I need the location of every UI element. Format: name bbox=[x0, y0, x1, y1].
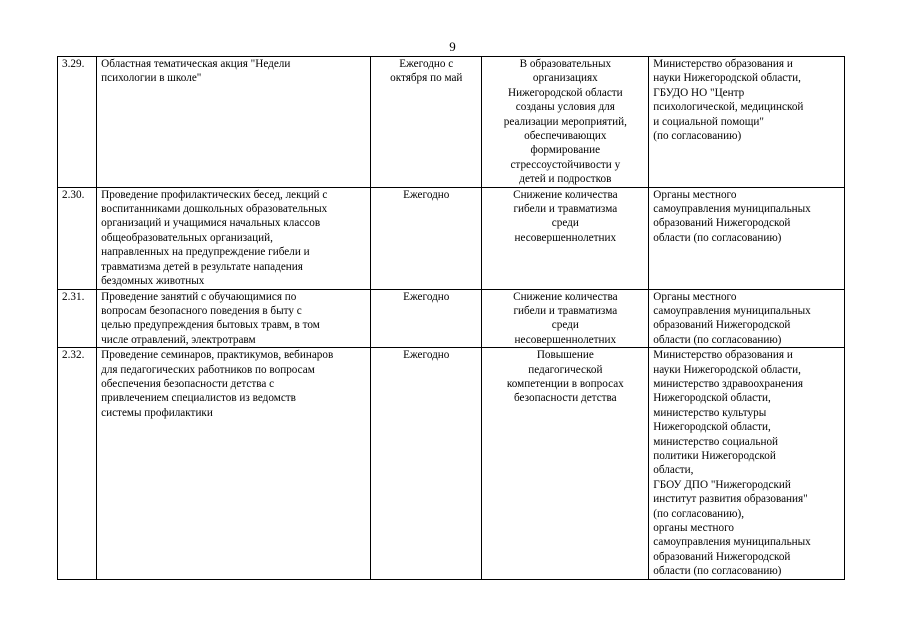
result-text: В образовательных bbox=[519, 58, 612, 70]
responsible-text: самоуправления муниципальных bbox=[653, 304, 811, 317]
responsible-text: Органы местного bbox=[653, 188, 737, 201]
responsible-cell bbox=[649, 57, 845, 188]
event-text: числе отравлений, электротравм bbox=[101, 333, 256, 346]
table-row bbox=[58, 348, 845, 580]
result-cell bbox=[482, 289, 649, 348]
event-cell bbox=[97, 57, 371, 188]
event-text: Проведение занятий с обучающимися по bbox=[101, 290, 297, 303]
result-text: формирование bbox=[530, 144, 601, 157]
event-cell bbox=[97, 289, 371, 348]
responsible-text: самоуправления муниципальных bbox=[653, 203, 811, 216]
page-number: 9 bbox=[449, 39, 456, 54]
responsible-text: министерство социальной bbox=[653, 435, 779, 448]
term-text: Ежегодно bbox=[403, 349, 450, 362]
table-row bbox=[58, 57, 845, 188]
event-text: привлечением специалистов из ведомств bbox=[101, 392, 296, 405]
result-text: Повышение bbox=[536, 349, 594, 362]
event-text: вопросам безопасного поведения в быту с bbox=[101, 304, 302, 317]
responsible-text: самоуправления муниципальных bbox=[653, 536, 811, 549]
result-text: Нижегородской области bbox=[507, 86, 623, 99]
event-cell bbox=[97, 187, 371, 289]
responsible-text: образований Нижегородской bbox=[653, 550, 791, 563]
term-cell bbox=[371, 348, 482, 580]
event-text: обеспечения безопасности детства с bbox=[101, 377, 275, 390]
term-text: Ежегодно bbox=[403, 290, 450, 303]
responsible-text: образований Нижегородской bbox=[653, 319, 791, 332]
responsible-cell bbox=[649, 289, 845, 348]
event-text: для педагогических работников по вопросам bbox=[101, 363, 315, 376]
event-cell bbox=[97, 348, 371, 580]
result-text: компетенции в вопросах bbox=[506, 377, 624, 390]
responsible-text: Министерство образования и bbox=[653, 58, 793, 70]
event-text: бездомных животных bbox=[101, 275, 205, 288]
result-text: Снижение количества bbox=[513, 188, 618, 201]
term-cell bbox=[371, 289, 482, 348]
event-text: общеобразовательных организаций, bbox=[101, 231, 273, 244]
row-number-text: 2.32. bbox=[62, 349, 85, 362]
event-text: Областная тематическая акция "Недели bbox=[101, 58, 291, 70]
result-text: педагогической bbox=[528, 363, 603, 376]
responsible-cell bbox=[649, 187, 845, 289]
event-text: Проведение профилактических бесед, лекций с bbox=[101, 188, 328, 201]
result-text: организациях bbox=[532, 72, 598, 85]
result-text: среди bbox=[551, 217, 579, 230]
events-table bbox=[57, 56, 845, 580]
event-text: организаций и учащимися начальных классов bbox=[101, 217, 321, 230]
row-number-cell bbox=[58, 57, 97, 188]
result-text: гибели и травматизма bbox=[513, 304, 618, 317]
responsible-text: области (по согласованию) bbox=[653, 565, 782, 578]
responsible-text: политики Нижегородской bbox=[653, 449, 776, 462]
responsible-text: (по согласованию) bbox=[653, 130, 742, 143]
responsible-text: психологической, медицинской bbox=[653, 101, 804, 114]
result-text: среди bbox=[551, 319, 579, 332]
table-row bbox=[58, 187, 845, 289]
responsible-text: ГБУДО НО "Центр bbox=[653, 86, 745, 99]
responsible-text: образований Нижегородской bbox=[653, 217, 791, 230]
responsible-text: Органы местного bbox=[653, 290, 737, 303]
responsible-text: науки Нижегородской области, bbox=[653, 72, 801, 85]
result-text: обеспечивающих bbox=[524, 130, 607, 143]
event-text: системы профилактики bbox=[101, 406, 213, 419]
result-text: детей и подростков bbox=[519, 173, 612, 186]
responsible-text: Нижегородской области, bbox=[653, 421, 771, 434]
result-text: безопасности детства bbox=[514, 392, 617, 405]
event-text: направленных на предупреждение гибели и bbox=[101, 246, 310, 259]
result-cell bbox=[482, 348, 649, 580]
responsible-text: и социальной помощи" bbox=[653, 115, 764, 128]
result-text: несовершеннолетних bbox=[514, 231, 617, 244]
result-text: гибели и травматизма bbox=[513, 203, 618, 216]
responsible-text: министерство культуры bbox=[653, 406, 767, 419]
result-text: стрессоустойчивости у bbox=[510, 158, 621, 171]
event-text: воспитанниками дошкольных образовательных bbox=[101, 203, 328, 216]
row-number-text: 3.29. bbox=[62, 58, 85, 70]
responsible-cell bbox=[649, 348, 845, 580]
term-text: Ежегодно bbox=[403, 188, 450, 201]
term-text: октября по май bbox=[390, 72, 463, 85]
term-text: Ежегодно с bbox=[399, 58, 454, 70]
row-number-text: 2.30. bbox=[62, 188, 85, 201]
term-cell bbox=[371, 187, 482, 289]
row-number-cell bbox=[58, 289, 97, 348]
responsible-text: Министерство образования и bbox=[653, 349, 793, 362]
event-text: травматизма детей в результате нападения bbox=[101, 260, 303, 273]
responsible-text: Нижегородской области, bbox=[653, 392, 771, 405]
row-number-cell bbox=[58, 187, 97, 289]
result-text: созданы условия для bbox=[515, 101, 615, 114]
responsible-text: ГБОУ ДПО "Нижегородский bbox=[653, 478, 791, 491]
responsible-text: министерство здравоохранения bbox=[653, 377, 803, 390]
events-table-body bbox=[58, 57, 845, 580]
responsible-text: институт развития образования" bbox=[653, 493, 808, 506]
result-cell bbox=[482, 57, 649, 188]
row-number-text: 2.31. bbox=[62, 290, 85, 303]
event-text: психологии в школе" bbox=[101, 72, 202, 85]
responsible-text: области (по согласованию) bbox=[653, 333, 782, 346]
result-text: Снижение количества bbox=[513, 290, 618, 303]
responsible-text: науки Нижегородской области, bbox=[653, 363, 801, 376]
event-text: целью предупреждения бытовых травм, в том bbox=[101, 319, 320, 332]
term-cell bbox=[371, 57, 482, 188]
event-text: Проведение семинаров, практикумов, вебинаров bbox=[101, 349, 334, 362]
table-row bbox=[58, 289, 845, 348]
responsible-text: области (по согласованию) bbox=[653, 231, 782, 244]
responsible-text: органы местного bbox=[653, 522, 734, 534]
responsible-text: области, bbox=[653, 464, 694, 477]
result-text: реализации мероприятий, bbox=[503, 115, 627, 128]
responsible-text: (по согласованию), bbox=[653, 507, 745, 520]
row-number-cell bbox=[58, 348, 97, 580]
result-text: несовершеннолетних bbox=[514, 333, 617, 346]
result-cell bbox=[482, 187, 649, 289]
